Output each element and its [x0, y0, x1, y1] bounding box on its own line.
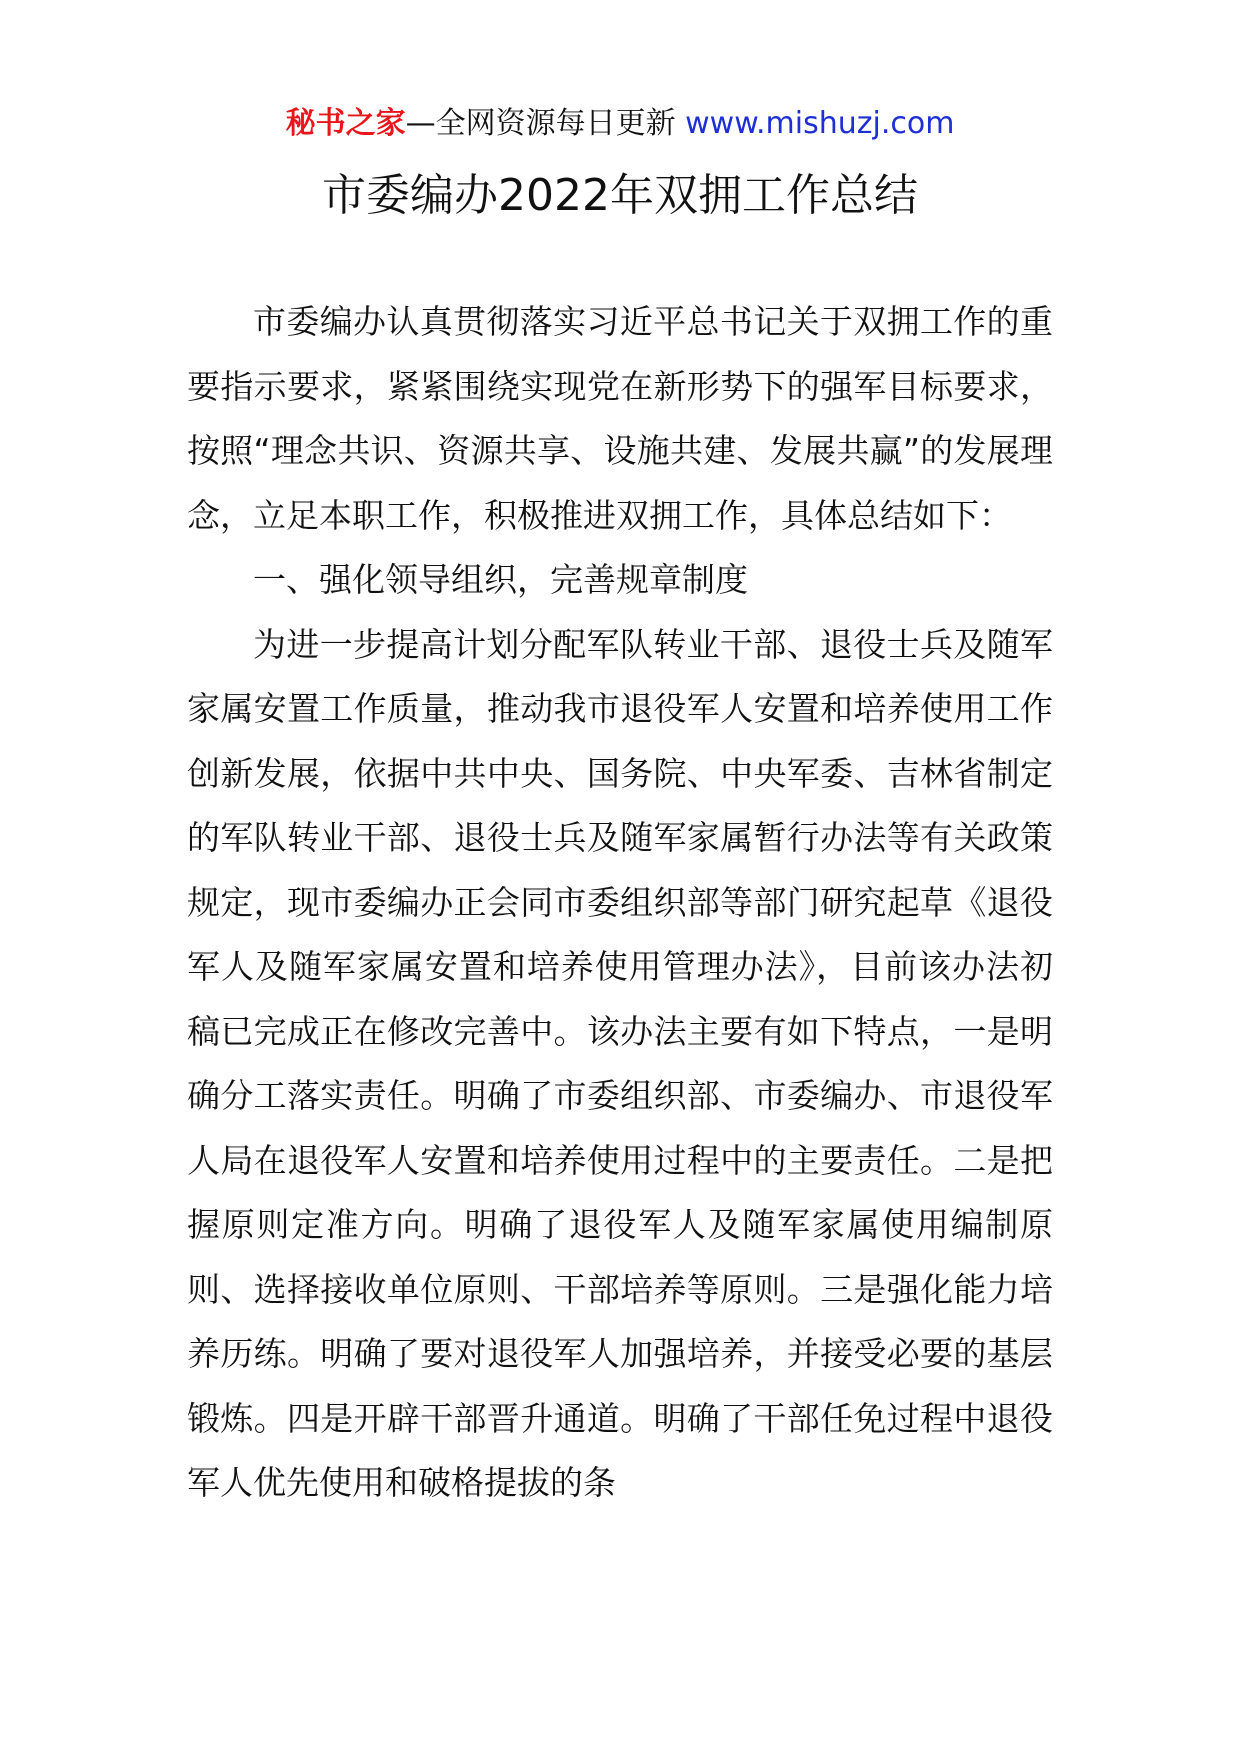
header-tagline: —全网资源每日更新	[405, 106, 686, 141]
section-heading: 一、强化领导组织，完善规章制度	[253, 560, 748, 599]
body-paragraph: 为进一步提高计划分配军队转业干部、退役士兵及随军家属安置工作质量，推动我市退役军人安置和培养使用工作创新发展，依据中共中央、国务院、中央军委、吉林省制定的军队转业干部、退役士兵及随军家属暂行办法等有关政策规定，现市委编办正会同市委组织部等部门研究起草《退役军人及随军家属安置和培养使用管理办法》，目前该办法初稿已完成正在修改完善中。该办法主要有如下特点，一是明确分工落实责任。明确了市委组织部、市委编办、市退役军人局在退役军人安置和培养使用过程中的主要责任。二是把握原则定准方向。明确了退役军人及随军家属使用编制原则、选择接收单位原则、干部培养等原则。三是强化能力培养历练。明确了要对退役军人加强培养，并接受必要的基层锻炼。四是开辟干部晋升通道。明确了干部任免过程中退役军人优先使用和破格提拔的条	[187, 624, 1053, 1502]
document-body	[187, 290, 1053, 1516]
site-url-link[interactable]: www.mishuzj.com	[685, 106, 955, 141]
brand-name: 秘书之家	[285, 106, 406, 141]
site-header	[0, 104, 1240, 144]
document-title: 市委编办2022年双拥工作总结	[322, 170, 918, 221]
intro-paragraph: 市委编办认真贯彻落实习近平总书记关于双拥工作的重要指示要求，紧紧围绕实现党在新形势下的强军目标要求，按照“理念共识、资源共享、设施共建、发展共赢”的发展理念，立足本职工作，积极推进双拥工作，具体总结如下：	[187, 302, 1053, 535]
